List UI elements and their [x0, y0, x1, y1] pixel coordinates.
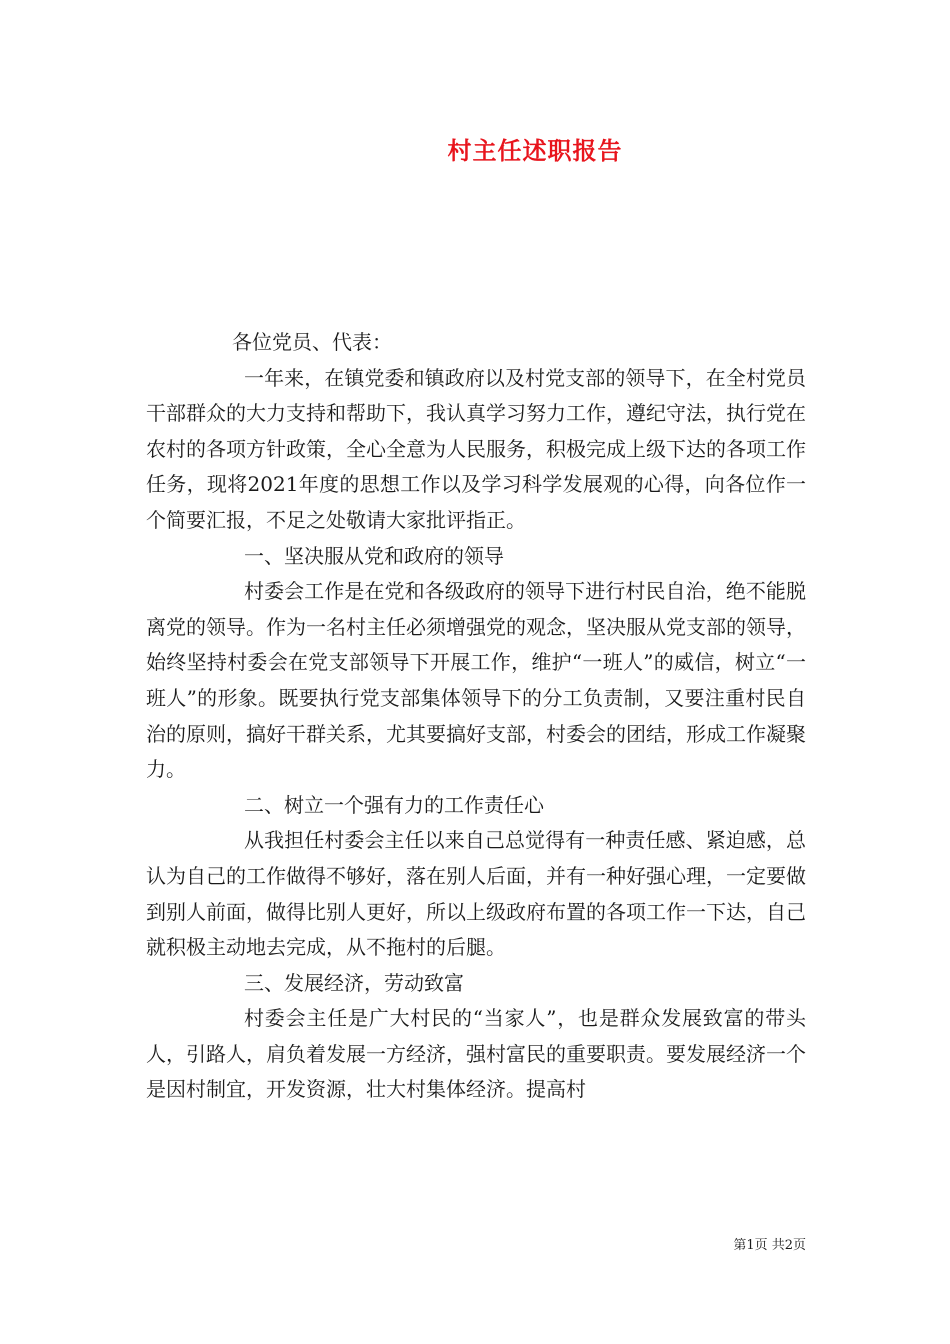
- page-number: 第1页 共2页: [733, 1238, 806, 1253]
- section-heading-2: 二、树立一个强有力的工作责任心: [244, 792, 544, 817]
- document-title: 村主任述职报告: [447, 136, 623, 165]
- section-paragraph-1: 村委会工作是在党和各级政府的领导下进行村民自治，绝不能脱离党的领导。作为一名村主任必须增强党的观念，坚决服从党支部的领导，始终坚持村委会在党支部领导下开展工作，维护“一班人”的威信，树立“一班人”的形象。既要执行党支部集体领导下的分工负责制，又要注重村民自治的原则，搞好干群关系，尤其要搞好支部，村委会的团结，形成工作凝聚力。: [146, 579, 806, 782]
- section-paragraph-3: 村委会主任是广大村民的“当家人”，也是群众发展致富的带头人，引路人，肩负着发展一方经济，强村富民的重要职责。要发展经济一个是因村制宜，开发资源，壮大村集体经济。提高村: [146, 1006, 806, 1102]
- intro-paragraph: 一年来，在镇党委和镇政府以及村党支部的领导下，在全村党员干部群众的大力支持和帮助下，我认真学习努力工作，遵纪守法，执行党在农村的各项方针政策，全心全意为人民服务，积极完成上级下达的各项工作任务，现将2021年度的思想工作以及学习科学发展观的心得，向各位作一个简要汇报，不足之处敬请大家批评指正。: [146, 365, 806, 532]
- salutation: 各位党员、代表：: [232, 330, 392, 354]
- section-paragraph-2: 从我担任村委会主任以来自己总觉得有一种责任感、紧迫感，总认为自己的工作做得不够好，落在别人后面，并有一种好强心理，一定要做到别人前面，做得比别人更好，所以上级政府布置的各项工作一下达，自己就积极主动地去完成，从不拖村的后腿。: [146, 828, 806, 960]
- section-heading-3: 三、发展经济，劳动致富: [244, 970, 464, 995]
- section-heading-1: 一、坚决服从党和政府的领导: [244, 543, 504, 568]
- document-body: [146, 325, 806, 1108]
